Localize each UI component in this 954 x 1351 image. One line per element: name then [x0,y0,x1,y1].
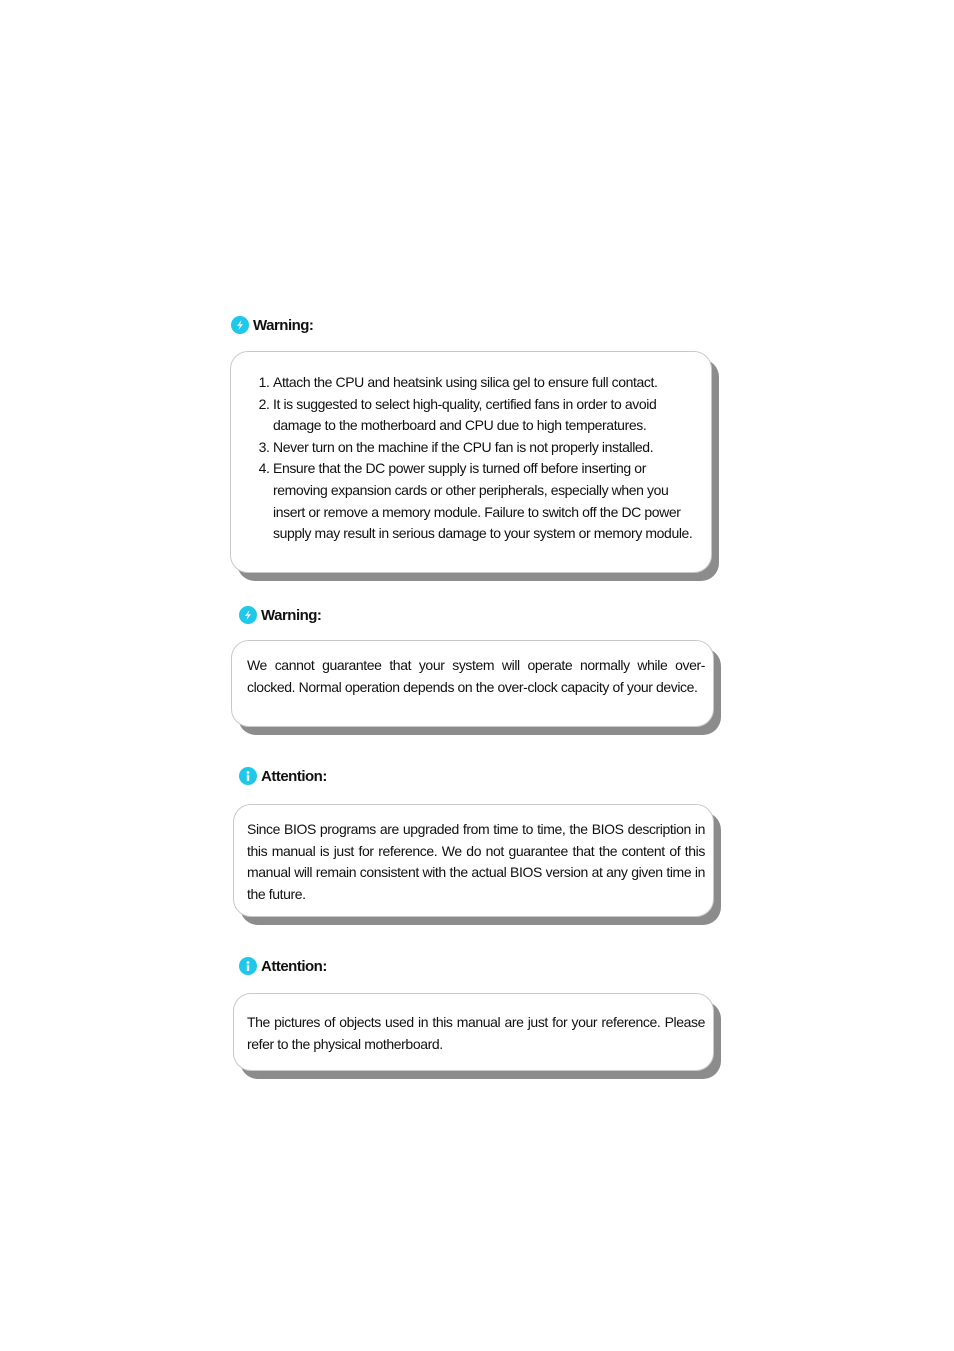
attention-heading-2 [239,957,327,975]
warning-heading-2 [239,606,321,624]
attention-text: The pictures of objects used in this manual are just for your reference. Please refer to the physical motherboard. [247,1014,705,1052]
warning-title: Warning: [261,606,322,624]
warning-heading-1 [231,316,313,334]
warning-box-1 [230,351,712,573]
warning-icon [239,606,257,624]
attention-title: Attention: [261,767,327,785]
warning-box-2 [231,640,714,727]
info-icon [239,957,257,975]
warning-title: Warning: [253,316,314,334]
warning-list [245,372,697,545]
attention-heading-1 [239,767,327,785]
attention-text: Since BIOS programs are upgraded from time to time, the BIOS description in this manual is just for reference. We do not guarantee that the content of this manual will remain consistent with the actual BIOS version at any given time in the future. [247,821,705,902]
warning-text: We cannot guarantee that your system will operate normally while over-clocked. Normal operation depends on the over-clock capacity of your device. [247,657,705,695]
warning-icon [231,316,249,334]
attention-box-1 [233,804,714,917]
info-icon [239,767,257,785]
attention-box-2 [233,993,714,1071]
list-item: 4. Ensure that the DC power supply is turned off before inserting or removing expansion cards or other peripherals, especially when you insert or remove a memory module. Failure to switch off the DC power supply may result in serious damage to your system or memory module. [273,458,697,544]
attention-title: Attention: [261,957,327,975]
list-item: 2. It is suggested to select high-quality, certified fans in order to avoid damage to the motherboard and CPU due to high temperatures. [273,394,697,437]
list-item: 3. Never turn on the machine if the CPU fan is not properly installed. [273,437,697,459]
list-item: 1. Attach the CPU and heatsink using silica gel to ensure full contact. [273,372,697,394]
